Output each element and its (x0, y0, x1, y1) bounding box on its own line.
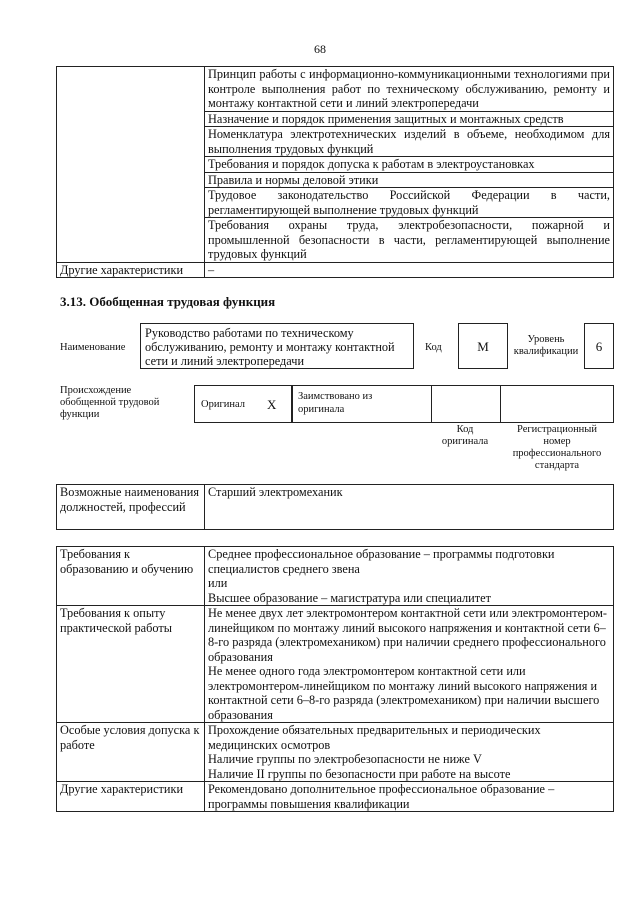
requirement-line: Высшее образование – магистратура или специалитет (208, 590, 491, 605)
original-code-caption: Код оригинала (441, 424, 489, 447)
requirement-line: или (208, 576, 228, 590)
code-label: Код (425, 342, 442, 353)
positions-label: Возможные наименования должностей, профессий (57, 485, 205, 530)
knowledge-row: Требования охраны труда, электробезопасности, пожарной и промышленной безопасности в части, регламентирующей выполнение трудовых функций (205, 218, 614, 263)
page-number: 68 (314, 42, 326, 56)
qualification-level-label: Уровень квалификации (513, 334, 579, 357)
requirements-table (56, 546, 614, 812)
requirement-label: Требования к опыту практической работы (57, 606, 205, 723)
other-characteristics-value: – (205, 262, 614, 278)
original-box (194, 385, 292, 423)
knowledge-row: Принцип работы с информационно-коммуникационными технологиями при контроле выполнения работ по техническому обслуживанию, ремонту и монтажу контактной сети и линий электропередачи (205, 67, 614, 112)
code-value: M (477, 339, 489, 354)
function-name-box (140, 323, 414, 369)
knowledge-row: Назначение и порядок применения защитных и монтажных средств (205, 111, 614, 127)
requirement-line: Не менее двух лет электромонтером контактной сети или электромонтером-линейщиком по монтажу линий высокого напряжения и контактной сети 6–8-го разряда (электромехаником) при наличии среднего профессионального образования (208, 606, 608, 664)
empty-cell (57, 67, 205, 263)
requirement-line: Наличие II группы по безопасности при работе на высоте (208, 766, 511, 781)
requirement-label: Особые условия допуска к работе (57, 723, 205, 782)
knowledge-row: Правила и нормы деловой этики (205, 172, 614, 188)
registration-number-box (500, 385, 614, 423)
function-name-value: Руководство работами по техническому обслуживанию, ремонту и монтажу контактной сети и линий электропередачи (145, 326, 395, 368)
level-box (584, 323, 614, 369)
original-code-box (431, 385, 501, 423)
positions-value: Старший электромеханик (205, 485, 614, 530)
original-mark: X (267, 397, 277, 412)
level-value: 6 (595, 339, 603, 354)
borrowed-box (292, 385, 432, 423)
requirement-line: Прохождение обязательных предварительных и периодических медицинских осмотров (208, 723, 541, 752)
knowledge-row: Требования и порядок допуска к работам в электроустановках (205, 157, 614, 173)
requirement-line: Среднее профессиональное образование – программы подготовки специалистов среднего звена (208, 547, 555, 576)
knowledge-table (56, 66, 614, 278)
requirement-line: Не менее одного года электромонтером контактной сети или электромонтером-линейщиком по монтажу линий высокого напряжения и контактной сети 6–8-го разряда (электромехаником) при наличии высшего образования (208, 664, 600, 722)
original-label: Оригинал (201, 399, 245, 410)
other-characteristics-label: Другие характеристики (57, 262, 205, 278)
requirement-line: Рекомендовано дополнительное профессиональное образование – программы повышения квалификации (208, 782, 555, 811)
origin-label: Происхождение обобщенной трудовой функции (60, 385, 160, 420)
requirement-label: Другие характеристики (57, 782, 205, 812)
knowledge-row: Трудовое законодательство Российской Федерации в части, регламентирующей выполнение трудовых функций (205, 188, 614, 218)
requirement-value (205, 547, 614, 606)
borrowed-label: Заимствовано из оригинала (298, 391, 373, 415)
code-box (458, 323, 508, 369)
requirement-value (205, 782, 614, 812)
positions-table (56, 484, 614, 530)
requirement-value (205, 606, 614, 723)
section-heading: 3.13. Обобщенная трудовая функция (60, 294, 276, 309)
requirement-line: Наличие группы по электробезопасности не ниже V (208, 752, 482, 766)
name-label: Наименование (60, 342, 126, 353)
registration-number-caption: Регистрационный номер профессионального стандарта (512, 424, 602, 471)
requirement-label: Требования к образованию и обучению (57, 547, 205, 606)
knowledge-row: Номенклатура электротехнических изделий в объеме, необходимом для выполнения трудовых функций (205, 127, 614, 157)
requirement-value (205, 723, 614, 782)
